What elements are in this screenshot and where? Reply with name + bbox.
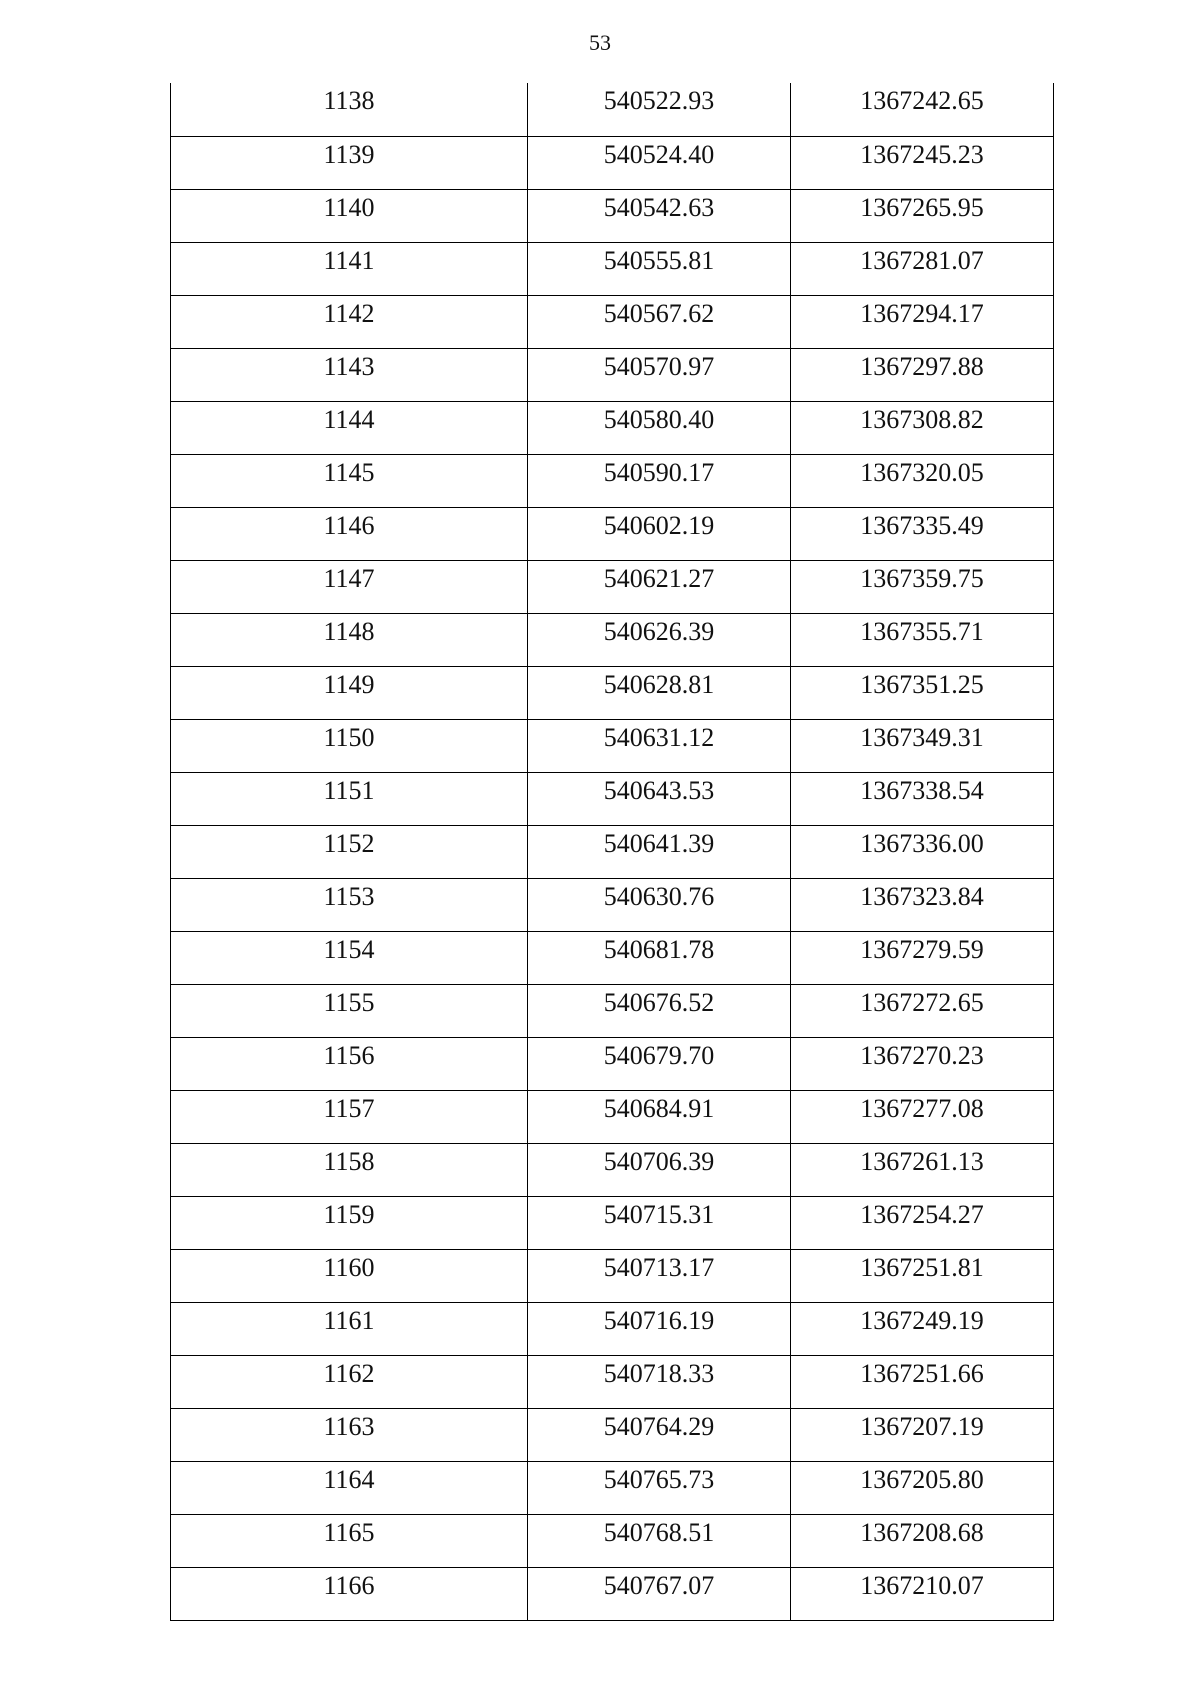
table-row bbox=[171, 1196, 1054, 1249]
point-number-cell: 1141 bbox=[171, 242, 528, 295]
point-number-cell: 1164 bbox=[171, 1461, 528, 1514]
table-row bbox=[171, 136, 1054, 189]
x-coordinate-cell: 540643.53 bbox=[528, 772, 791, 825]
x-coordinate-cell: 540681.78 bbox=[528, 931, 791, 984]
x-coordinate-cell: 540716.19 bbox=[528, 1302, 791, 1355]
x-coordinate-cell: 540580.40 bbox=[528, 401, 791, 454]
x-coordinate-cell: 540555.81 bbox=[528, 242, 791, 295]
table-row bbox=[171, 1143, 1054, 1196]
point-number-cell: 1160 bbox=[171, 1249, 528, 1302]
x-coordinate-cell: 540590.17 bbox=[528, 454, 791, 507]
table-row bbox=[171, 242, 1054, 295]
table-row bbox=[171, 931, 1054, 984]
x-coordinate-cell: 540524.40 bbox=[528, 136, 791, 189]
x-coordinate-cell: 540630.76 bbox=[528, 878, 791, 931]
table-row bbox=[171, 560, 1054, 613]
x-coordinate-cell: 540602.19 bbox=[528, 507, 791, 560]
table-row bbox=[171, 348, 1054, 401]
point-number-cell: 1161 bbox=[171, 1302, 528, 1355]
y-coordinate-cell: 1367359.75 bbox=[791, 560, 1054, 613]
x-coordinate-cell: 540542.63 bbox=[528, 189, 791, 242]
point-number-cell: 1154 bbox=[171, 931, 528, 984]
x-coordinate-cell: 540626.39 bbox=[528, 613, 791, 666]
y-coordinate-cell: 1367210.07 bbox=[791, 1567, 1054, 1620]
point-number-cell: 1147 bbox=[171, 560, 528, 613]
y-coordinate-cell: 1367245.23 bbox=[791, 136, 1054, 189]
table-row bbox=[171, 984, 1054, 1037]
x-coordinate-cell: 540718.33 bbox=[528, 1355, 791, 1408]
x-coordinate-cell: 540713.17 bbox=[528, 1249, 791, 1302]
y-coordinate-cell: 1367308.82 bbox=[791, 401, 1054, 454]
x-coordinate-cell: 540768.51 bbox=[528, 1514, 791, 1567]
x-coordinate-cell: 540641.39 bbox=[528, 825, 791, 878]
y-coordinate-cell: 1367349.31 bbox=[791, 719, 1054, 772]
point-number-cell: 1148 bbox=[171, 613, 528, 666]
table-row bbox=[171, 1355, 1054, 1408]
table-row bbox=[171, 1461, 1054, 1514]
x-coordinate-cell: 540676.52 bbox=[528, 984, 791, 1037]
table-row bbox=[171, 1514, 1054, 1567]
table-row bbox=[171, 1567, 1054, 1620]
table-row bbox=[171, 772, 1054, 825]
y-coordinate-cell: 1367335.49 bbox=[791, 507, 1054, 560]
y-coordinate-cell: 1367251.66 bbox=[791, 1355, 1054, 1408]
point-number-cell: 1155 bbox=[171, 984, 528, 1037]
point-number-cell: 1157 bbox=[171, 1090, 528, 1143]
y-coordinate-cell: 1367208.68 bbox=[791, 1514, 1054, 1567]
point-number-cell: 1162 bbox=[171, 1355, 528, 1408]
y-coordinate-cell: 1367249.19 bbox=[791, 1302, 1054, 1355]
y-coordinate-cell: 1367294.17 bbox=[791, 295, 1054, 348]
point-number-cell: 1163 bbox=[171, 1408, 528, 1461]
point-number-cell: 1158 bbox=[171, 1143, 528, 1196]
table-row bbox=[171, 666, 1054, 719]
point-number-cell: 1151 bbox=[171, 772, 528, 825]
y-coordinate-cell: 1367207.19 bbox=[791, 1408, 1054, 1461]
point-number-cell: 1143 bbox=[171, 348, 528, 401]
point-number-cell: 1152 bbox=[171, 825, 528, 878]
x-coordinate-cell: 540631.12 bbox=[528, 719, 791, 772]
x-coordinate-cell: 540621.27 bbox=[528, 560, 791, 613]
y-coordinate-cell: 1367351.25 bbox=[791, 666, 1054, 719]
y-coordinate-cell: 1367254.27 bbox=[791, 1196, 1054, 1249]
table-row bbox=[171, 454, 1054, 507]
y-coordinate-cell: 1367242.65 bbox=[791, 83, 1054, 136]
y-coordinate-cell: 1367270.23 bbox=[791, 1037, 1054, 1090]
x-coordinate-cell: 540570.97 bbox=[528, 348, 791, 401]
y-coordinate-cell: 1367323.84 bbox=[791, 878, 1054, 931]
table-row bbox=[171, 1037, 1054, 1090]
x-coordinate-cell: 540679.70 bbox=[528, 1037, 791, 1090]
y-coordinate-cell: 1367279.59 bbox=[791, 931, 1054, 984]
point-number-cell: 1139 bbox=[171, 136, 528, 189]
point-number-cell: 1144 bbox=[171, 401, 528, 454]
table-row bbox=[171, 1302, 1054, 1355]
point-number-cell: 1149 bbox=[171, 666, 528, 719]
coordinates-table bbox=[170, 83, 1054, 1621]
y-coordinate-cell: 1367281.07 bbox=[791, 242, 1054, 295]
y-coordinate-cell: 1367272.65 bbox=[791, 984, 1054, 1037]
x-coordinate-cell: 540628.81 bbox=[528, 666, 791, 719]
point-number-cell: 1140 bbox=[171, 189, 528, 242]
point-number-cell: 1142 bbox=[171, 295, 528, 348]
point-number-cell: 1153 bbox=[171, 878, 528, 931]
table-row bbox=[171, 83, 1054, 136]
point-number-cell: 1159 bbox=[171, 1196, 528, 1249]
x-coordinate-cell: 540715.31 bbox=[528, 1196, 791, 1249]
x-coordinate-cell: 540764.29 bbox=[528, 1408, 791, 1461]
point-number-cell: 1165 bbox=[171, 1514, 528, 1567]
table-row bbox=[171, 189, 1054, 242]
table-row bbox=[171, 1090, 1054, 1143]
table-row bbox=[171, 719, 1054, 772]
point-number-cell: 1150 bbox=[171, 719, 528, 772]
table-row bbox=[171, 507, 1054, 560]
page-number: 53 bbox=[589, 30, 611, 55]
x-coordinate-cell: 540706.39 bbox=[528, 1143, 791, 1196]
y-coordinate-cell: 1367338.54 bbox=[791, 772, 1054, 825]
table-row bbox=[171, 878, 1054, 931]
point-number-cell: 1145 bbox=[171, 454, 528, 507]
x-coordinate-cell: 540765.73 bbox=[528, 1461, 791, 1514]
point-number-cell: 1146 bbox=[171, 507, 528, 560]
point-number-cell: 1156 bbox=[171, 1037, 528, 1090]
x-coordinate-cell: 540567.62 bbox=[528, 295, 791, 348]
coordinates-table-body bbox=[171, 83, 1054, 1620]
y-coordinate-cell: 1367320.05 bbox=[791, 454, 1054, 507]
table-row bbox=[171, 825, 1054, 878]
y-coordinate-cell: 1367265.95 bbox=[791, 189, 1054, 242]
y-coordinate-cell: 1367205.80 bbox=[791, 1461, 1054, 1514]
y-coordinate-cell: 1367336.00 bbox=[791, 825, 1054, 878]
table-row bbox=[171, 295, 1054, 348]
y-coordinate-cell: 1367355.71 bbox=[791, 613, 1054, 666]
x-coordinate-cell: 540767.07 bbox=[528, 1567, 791, 1620]
table-row bbox=[171, 401, 1054, 454]
table-row bbox=[171, 1408, 1054, 1461]
y-coordinate-cell: 1367277.08 bbox=[791, 1090, 1054, 1143]
table-row bbox=[171, 1249, 1054, 1302]
y-coordinate-cell: 1367297.88 bbox=[791, 348, 1054, 401]
y-coordinate-cell: 1367261.13 bbox=[791, 1143, 1054, 1196]
point-number-cell: 1138 bbox=[171, 83, 528, 136]
y-coordinate-cell: 1367251.81 bbox=[791, 1249, 1054, 1302]
table-row bbox=[171, 613, 1054, 666]
x-coordinate-cell: 540684.91 bbox=[528, 1090, 791, 1143]
x-coordinate-cell: 540522.93 bbox=[528, 83, 791, 136]
point-number-cell: 1166 bbox=[171, 1567, 528, 1620]
